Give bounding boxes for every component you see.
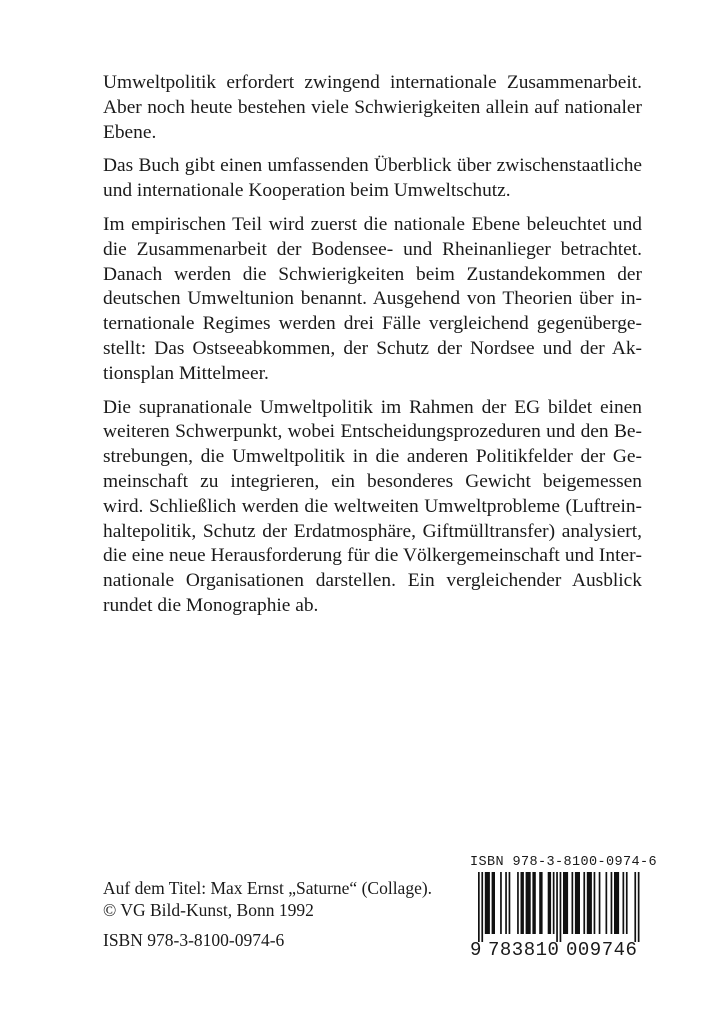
barcode-bar	[560, 872, 562, 942]
barcode-bar	[594, 872, 596, 934]
barcode-digits	[470, 939, 645, 961]
barcode-bar	[481, 872, 483, 942]
cover-credit-line-1: Auf dem Titel: Max Ernst „Saturne“ (Collage).	[103, 878, 433, 898]
barcode-bar	[500, 872, 502, 934]
blurb-text	[103, 71, 642, 628]
barcode-bar	[548, 872, 551, 934]
barcode-bar	[611, 872, 613, 934]
barcode-bar	[623, 872, 625, 934]
barcode-bar	[575, 872, 580, 934]
barcode-isbn-header: ISBN 978-3-8100-0974-6	[470, 855, 658, 870]
barcode-bar	[492, 872, 495, 934]
barcode-lead-digit: 9	[470, 939, 482, 961]
blurb-paragraph-2: Das Buch gibt einen umfassenden Überblick über zwischenstaatliche und internationale Kooperation beim Umweltschutz.	[103, 155, 642, 202]
barcode-bar	[587, 872, 592, 934]
barcode-bar	[478, 872, 480, 942]
blurb-paragraph-1: Umweltpolitik erfordert zwingend internationale Zusammenarbeit. Aber noch heute bestehen viele Schwierigkeiten allein auf nationaler Ebene.	[103, 72, 642, 143]
barcode-bar	[485, 872, 490, 934]
barcode-bar	[583, 872, 585, 934]
cover-credit-line-2: © VG Bild-Kunst, Bonn 1992	[103, 900, 314, 920]
barcode-bar	[521, 872, 524, 934]
isbn-barcode	[470, 855, 658, 965]
blurb-paragraph-3: Im empirischen Teil wird zuerst die nationale Ebene beleuchtet und die Zusammenarbeit der Bodensee- und Rheinanlieger betrachtet. Danach werden die Schwierigkeiten beim Zustandekommen der deutschen Umweltunion benannt. Ausgehend von Theorien über internationale Regimes werden drei Fälle vergleichend gegenübergestellt: Das Ostseeabkommen, der Schutz der Nordsee und der Aktionsplan Mittelmeer.	[103, 213, 642, 384]
barcode-bar	[505, 872, 507, 934]
barcode-bar	[526, 872, 531, 934]
barcode-right-group: 009746	[566, 939, 638, 961]
isbn-text: ISBN 978-3-8100-0974-6	[103, 930, 285, 950]
barcode-left-group: 783810	[488, 939, 560, 961]
cover-credit	[103, 877, 432, 921]
barcode-bar	[509, 872, 511, 934]
barcode-bar	[599, 872, 601, 934]
blurb-paragraph-4: Die supranationale Umweltpolitik im Rahmen der EG bildet einen weiteren Schwerpunkt, wobei Entscheidungsprozeduren und den Bestrebungen, die Umweltpolitik in die anderen Politikfelder der Gemeinschaft zu integrieren, ein besonderes Gewicht beigemessen wird. Schließlich werden die weltweiten Umweltprobleme (Luftreinhaltepolitik, Schutz der Erdatmosphäre, Giftmülltransfer) analysiert, die eine neue Herausforderung für die Völkergemeinschaft und Internationale Organisationen darstellen. Ein vergleichender Ausblick rundet die Monographie ab.	[103, 396, 642, 616]
barcode-bar	[556, 872, 558, 942]
barcode-bar	[553, 872, 555, 934]
barcode-bars	[470, 872, 645, 942]
barcode-bar	[532, 872, 535, 934]
barcode-bar	[539, 872, 542, 934]
barcode-bar	[563, 872, 568, 934]
barcode-bar	[638, 872, 640, 942]
barcode-bar	[517, 872, 519, 934]
barcode-bar	[572, 872, 574, 934]
barcode-bar	[626, 872, 628, 934]
barcode-bar	[634, 872, 636, 942]
barcode-bar	[614, 872, 619, 934]
barcode-bar	[606, 872, 608, 934]
